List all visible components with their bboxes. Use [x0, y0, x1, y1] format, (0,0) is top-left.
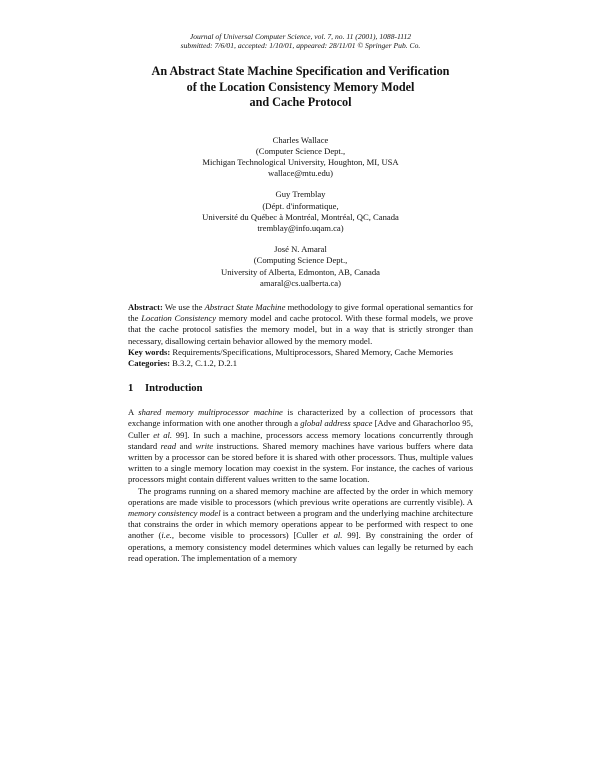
- emphasis: shared memory multiprocessor machine: [138, 407, 283, 418]
- body-text: [128, 407, 473, 564]
- emphasis: i.e.: [161, 530, 172, 541]
- author-name: Guy Tremblay: [275, 189, 326, 200]
- abstract-emphasis: Abstract State Machine: [204, 301, 286, 312]
- citation-text: [Adve and Gharachorloo 95, Culler: [128, 418, 474, 440]
- abstract: [128, 302, 473, 369]
- citation-text: , become visible to processors) [Culler: [171, 530, 323, 541]
- author-institution: University of Alberta, Edmonton, AB, Canada: [221, 266, 380, 277]
- author-email: tremblay@info.uqam.ca): [257, 222, 344, 233]
- journal-citation: Journal of Universal Computer Science, vol. 7, no. 11 (2001), 1088-1112: [189, 32, 412, 41]
- author-list: [128, 135, 473, 289]
- text-run: is a contract between a program and the underlying machine architecture that constrains the order in which memory operations appear to be performed with respect to one another (: [128, 507, 473, 541]
- abstract-text-run: We use the: [162, 301, 205, 312]
- author-email: amaral@cs.ualberta.ca): [260, 277, 341, 288]
- author-name: Charles Wallace: [272, 134, 329, 145]
- keywords-label: Key words:: [128, 346, 171, 357]
- categories: [128, 358, 473, 369]
- section-number: 1: [128, 383, 134, 395]
- title-line-2: of the Location Consistency Memory Model: [186, 79, 415, 94]
- emphasis: read: [160, 440, 177, 451]
- categories-label: Categories:: [128, 357, 170, 368]
- emphasis: global address space: [300, 418, 373, 429]
- author-email: wallace@mtu.edu): [268, 168, 333, 179]
- abstract-text: [128, 302, 473, 347]
- text-run: The programs running on a shared memory machine are affected by the order in which memory operations are made visible to processors (which previous write operations are currently visible). A: [128, 485, 473, 507]
- text-run: A: [128, 407, 139, 418]
- section-title: Introduction: [145, 383, 203, 395]
- abstract-emphasis: Location Consistency: [141, 313, 217, 324]
- paper-page: [128, 32, 473, 564]
- author-block: [128, 244, 473, 289]
- emphasis: et al.: [153, 429, 173, 440]
- emphasis: write: [195, 440, 214, 451]
- abstract-label: Abstract:: [128, 301, 163, 312]
- keywords: [128, 347, 473, 358]
- text-run: 99]. By constraining the order of operations, a memory consistency model determines which values can legally be returned by each read operation. The implementation of a memory: [128, 530, 474, 563]
- abstract-text-run: methodology to give formal operational semantics for the: [128, 301, 474, 324]
- text-run: instructions. Shared memory machines have various buffers where data written by a processor can be stored before it is shared with other processors. Thus, multiple values written to a single memory location may coexist in the system. For instance, the caches of various processors might contain different values written to the same location.: [128, 440, 473, 485]
- author-dept: (Dépt. d'informatique,: [262, 200, 339, 211]
- abstract-text-run: memory model and cache protocol. With these formal models, we prove that the cache protocol satisfies the memory model, but in a way that is strictly stronger than necessary, disallowing certain behavior allowed by the memory model.: [128, 313, 473, 346]
- text-run: is characterized by a collection of processors that exchange information with one another through a: [128, 407, 473, 429]
- text-run: 99]. In such a machine, processors access memory locations concurrently through standard: [128, 429, 473, 451]
- paper-title: [128, 64, 473, 111]
- author-dept: (Computer Science Dept.,: [255, 145, 346, 156]
- paragraph: [128, 486, 473, 564]
- paragraph: [128, 407, 473, 485]
- author-dept: (Computing Science Dept.,: [253, 255, 348, 266]
- submission-dates: submitted: 7/6/01, accepted: 1/10/01, appeared: 28/11/01 © Springer Pub. Co.: [180, 41, 421, 50]
- author-name: José N. Amaral: [274, 244, 327, 255]
- categories-value: B.3.2, C.1.2, D.2.1: [170, 357, 238, 368]
- title-line-1: An Abstract State Machine Specification and Verification: [151, 64, 450, 78]
- author-institution: Université du Québec à Montréal, Montréal, QC, Canada: [202, 211, 399, 222]
- author-institution: Michigan Technological University, Houghton, MI, USA: [202, 156, 399, 167]
- keywords-value: Requirements/Specifications, Multiprocessors, Shared Memory, Cache Memories: [170, 346, 453, 357]
- author-block: [128, 135, 473, 180]
- title-line-3: and Cache Protocol: [249, 95, 352, 109]
- text-run: and: [176, 440, 196, 451]
- author-block: [128, 189, 473, 234]
- journal-header: [128, 32, 473, 50]
- section-heading: [128, 382, 473, 395]
- emphasis: et al.: [322, 530, 343, 541]
- emphasis: memory consistency model: [128, 507, 221, 518]
